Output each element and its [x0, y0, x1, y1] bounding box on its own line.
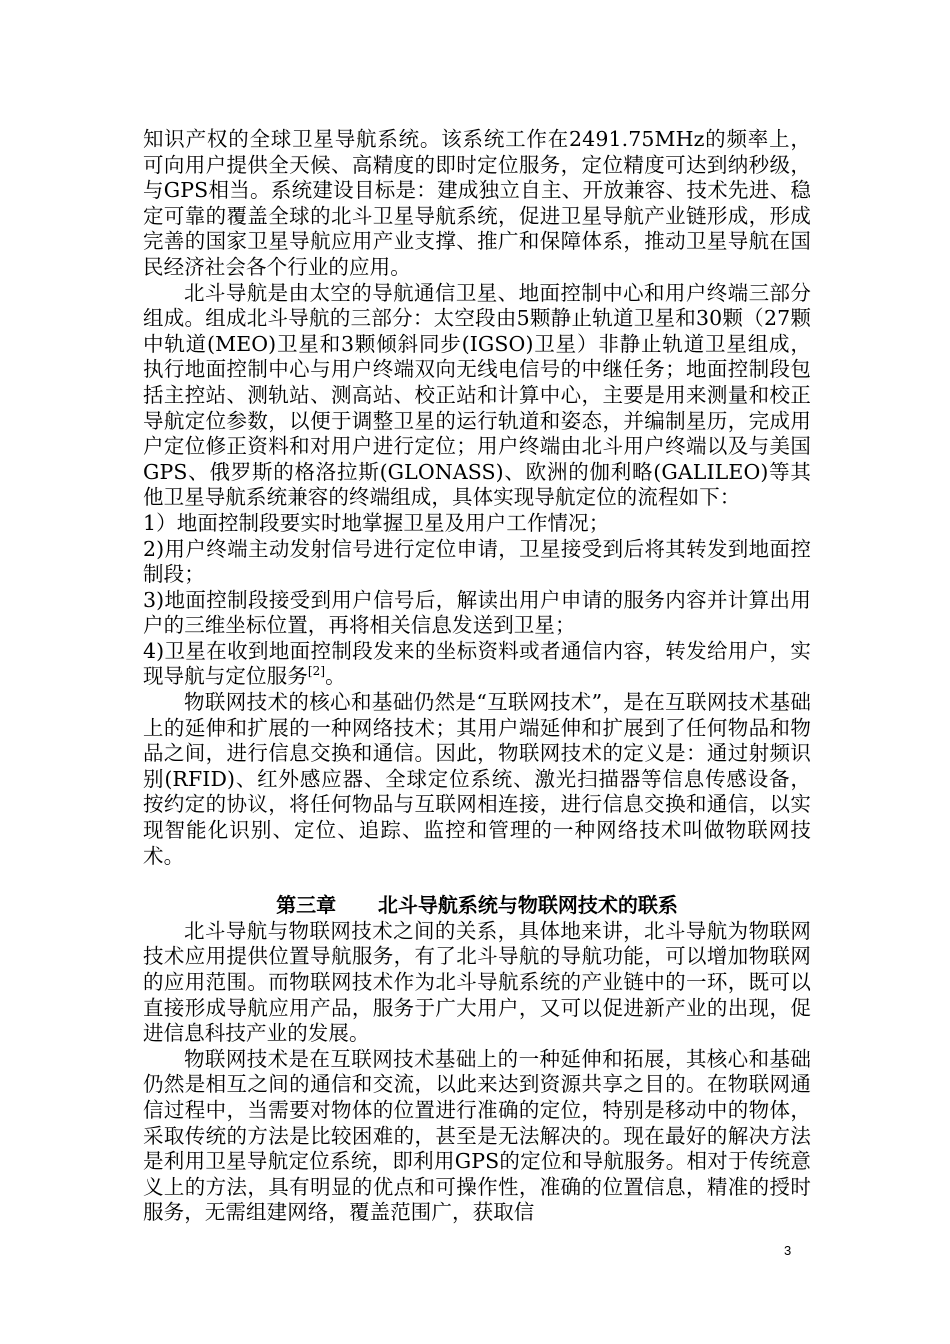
paragraph-beidou-iot-relation: 北斗导航与物联网技术之间的关系，具体地来讲，北斗导航为物联网技术应用提供位置导航服务，有了北斗导航的导航功能，可以增加物联网的应用范围。而物联网技术作为北斗导航系统的产业链中的一环，既可以直接形成导航应用产品，服务于广大用户，又可以促进新产业的出现，促进信息科技产业的发展。	[143, 918, 811, 1046]
step-item-4-end: 。	[325, 664, 346, 689]
step-item-4-text: 4)卫星在收到地面控制段发来的坐标资料或者通信内容，转发给用户，实现导航与定位服务	[143, 638, 811, 689]
chapter-number: 第三章	[276, 893, 337, 918]
step-item-2: 2)用户终端主动发射信号进行定位申请，卫星接受到后将其转发到地面控制段；	[143, 536, 811, 587]
document-page	[143, 127, 811, 1226]
step-item-4	[143, 639, 811, 690]
paragraph-iot-positioning: 物联网技术是在互联网技术基础上的一种延伸和拓展，其核心和基础仍然是相互之间的通信和交流，以此来达到资源共享之目的。在物联网通信过程中，当需要对物体的位置进行准确的定位，特别是移动中的物体，采取传统的方法是比较困难的，甚至是无法解决的。现在最好的解决方法是利用卫星导航定位系统，即利用GPS的定位和导航服务。相对于传统意义上的方法，具有明显的优点和可操作性，准确的位置信息，精准的授时服务，无需组建网络，覆盖范围广，获取信	[143, 1046, 811, 1225]
chapter-heading	[143, 893, 811, 919]
paragraph-iot-definition: 物联网技术的核心和基础仍然是“互联网技术”，是在互联网技术基础上的延伸和扩展的一种网络技术；其用户端延伸和扩展到了任何物品和物品之间，进行信息交换和通信。因此，物联网技术的定义是：通过射频识别(RFID)、红外感应器、全球定位系统、激光扫描器等信息传感设备，按约定的协议，将任何物品与互联网相连接，进行信息交换和通信，以实现智能化识别、定位、追踪、监控和管理的一种网络技术叫做物联网技术。	[143, 690, 811, 868]
paragraph-beidou-components: 北斗导航是由太空的导航通信卫星、地面控制中心和用户终端三部分组成。组成北斗导航的三部分：太空段由5颗静止轨道卫星和30颗（27颗中轨道(MEO)卫星和3颗倾斜同步(IGSO)卫星）非静止轨道卫星组成，执行地面控制中心与用户终端双向无线电信号的中继任务；地面控制段包括主控站、测轨站、测高站、校正站和计算中心，主要是用来测量和校正导航定位参数，以便于调整卫星的运行轨道和姿态，并编制星历，完成用户定位修正资料和对用户进行定位；用户终端由北斗用户终端以及与美国GPS、俄罗斯的格洛拉斯(GLONASS)、欧洲的伽利略(GALILEO)等其他卫星导航系统兼容的终端组成，具体实现导航定位的流程如下：	[143, 280, 811, 510]
step-item-3: 3)地面控制段接受到用户信号后，解读出用户申请的服务内容并计算出用户的三维坐标位置，再将相关信息发送到卫星；	[143, 587, 811, 638]
citation-marker: [2]	[307, 664, 326, 679]
page-number: 3	[784, 1243, 792, 1258]
step-item-1: 1）地面控制段要实时地掌握卫星及用户工作情况；	[143, 510, 610, 535]
paragraph-beidou-overview: 知识产权的全球卫星导航系统。该系统工作在2491.75MHz的频率上，可向用户提供全天候、高精度的即时定位服务，定位精度可达到纳秒级，与GPS相当。系统建设目标是：建成独立自主、开放兼容、技术先进、稳定可靠的覆盖全球的北斗卫星导航系统，促进卫星导航产业链形成，形成完善的国家卫星导航应用产业支撑、推广和保障体系，推动卫星导航在国民经济社会各个行业的应用。	[143, 127, 811, 279]
chapter-title: 北斗导航系统与物联网技术的联系	[377, 893, 678, 918]
